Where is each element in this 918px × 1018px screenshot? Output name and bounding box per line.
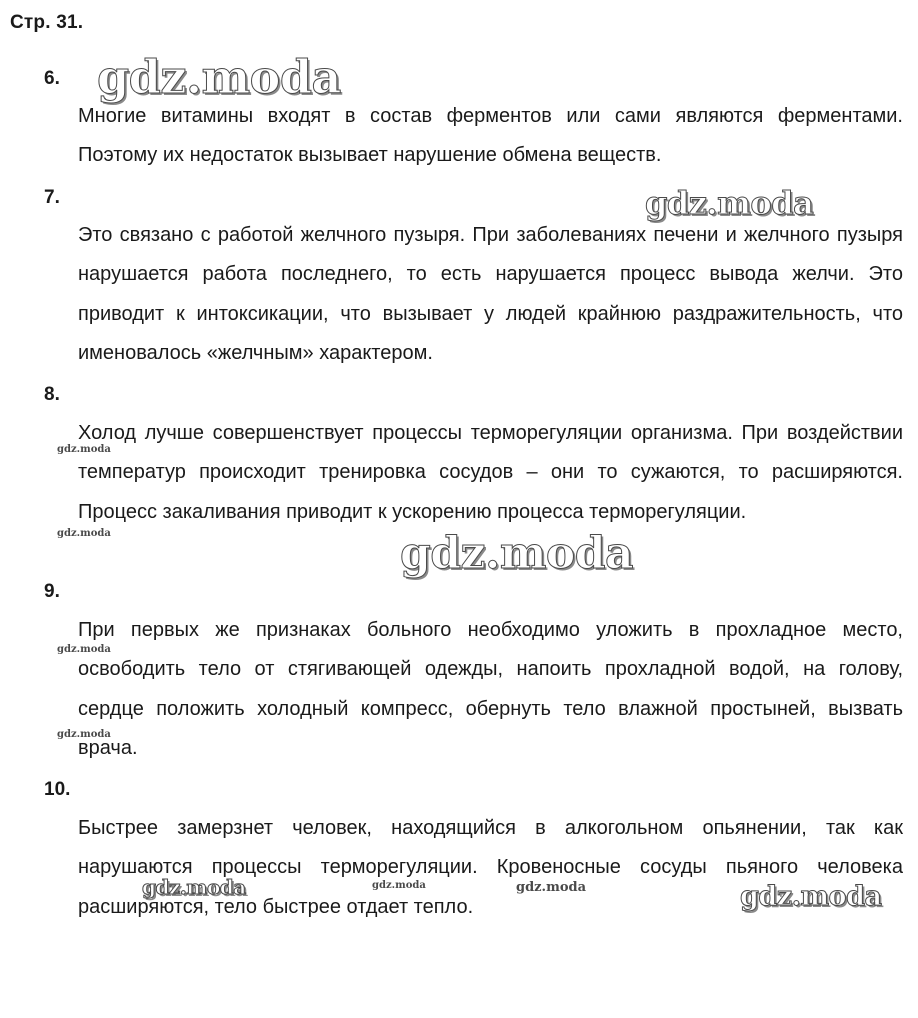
question-number-10: 10.	[44, 779, 71, 800]
answer-8: Холод лучше совершенствует процессы терморегуляции организма. При воздействии температур происходит тренировка сосудов – они то сужаются, то расширяются. Процесс закаливания приводит к ускорению процесса терморегуляции.	[78, 422, 903, 523]
watermark: gdz.moda	[142, 875, 246, 899]
watermark: gdz.moda	[645, 184, 814, 222]
question-number-6: 6.	[44, 68, 60, 89]
answer-6: Многие витамины входят в состав ферментов или сами являются ферментами. Поэтому их недостаток вызывает нарушение обмена веществ.	[78, 105, 903, 167]
watermark-small: gdz.moda	[516, 880, 587, 895]
answer-7: Это связано с работой желчного пузыря. При заболеваниях печени и желчного пузыря нарушается работа последнего, то есть нарушается процесс вывода желчи. Это приводит к интоксикации, что вызывает у людей крайнюю раздражительность, что именовалось «желчным» характером.	[78, 224, 903, 364]
watermark: gdz.moda	[400, 528, 634, 579]
watermark-small: gdz.moda	[372, 880, 426, 891]
question-number-7: 7.	[44, 187, 60, 208]
watermark-small: gdz.moda	[57, 444, 111, 455]
answer-9: При первых же признаках больного необходимо уложить в прохладное место, освободить тело от стягивающей одежды, напоить прохладной водой, на голову, сердце положить холодный компресс, обернуть тело влажной простыней, вызвать врача.	[78, 619, 903, 759]
watermark: gdz.moda	[97, 50, 341, 104]
watermark: gdz.moda	[740, 881, 882, 912]
watermark-small: gdz.moda	[57, 528, 111, 539]
answer-10: Быстрее замерзнет человек, находящийся в алкогольном опьянении, так как нарушаются процессы терморегуляции. Кровеносные сосуды пьяного человека расширяются, тело быстрее отдает тепло.	[78, 817, 903, 918]
watermark-small: gdz.moda	[57, 729, 111, 740]
page-header: Стр. 31.	[10, 12, 84, 33]
watermark-small: gdz.moda	[57, 644, 111, 655]
question-number-8: 8.	[44, 384, 60, 405]
question-number-9: 9.	[44, 581, 60, 602]
